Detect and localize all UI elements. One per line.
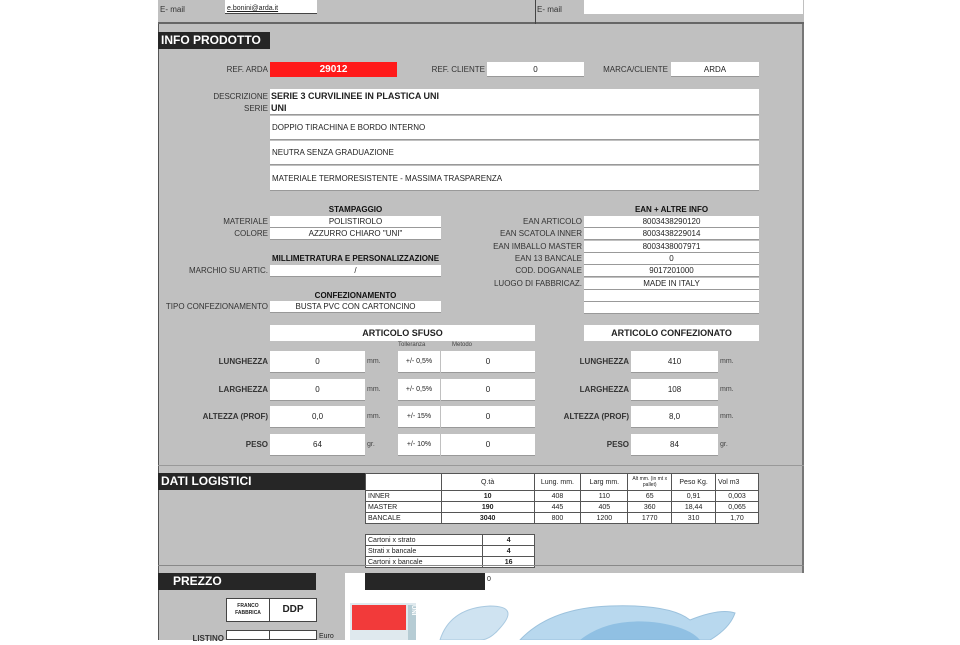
logistics-cell[interactable]: 800 <box>534 513 581 524</box>
confezionato-row-label: PESO <box>606 440 629 449</box>
logistics-cell[interactable]: INNER <box>366 491 442 502</box>
millimetratura-title: MILLIMETRATURA E PERSONALIZZAZIONE <box>271 254 440 263</box>
marca-label: MARCA/CLIENTE <box>603 65 668 74</box>
sfuso-row-value[interactable]: 0,0 <box>270 406 365 428</box>
sfuso-row-label: LUNGHEZZA <box>218 357 268 366</box>
sfuso-row-label: LARGHEZZA <box>218 385 268 394</box>
serie-label: SERIE <box>243 104 268 113</box>
logistics-cell[interactable]: 0,91 <box>672 491 716 502</box>
feature-row[interactable]: MATERIALE TERMORESISTENTE - MASSIMA TRASPARENZA <box>270 166 759 191</box>
confezionato-row-label: ALTEZZA (PROF) <box>563 412 629 421</box>
sfuso-row-label: ALTEZZA (PROF) <box>202 412 268 421</box>
ean-row-label: EAN SCATOLA INNER <box>500 229 582 239</box>
marca-field[interactable]: ARDA <box>671 62 759 77</box>
descrizione-value[interactable]: SERIE 3 CURVILINEE IN PLASTICA UNI <box>271 91 440 101</box>
colore-label: COLORE <box>234 229 268 238</box>
ddp-header: DDP <box>270 598 317 622</box>
image-caption-value: 0 <box>487 576 491 583</box>
ruler-curve <box>440 606 508 640</box>
tipo-confezionamento-label: TIPO CONFEZIONAMENTO <box>165 302 268 311</box>
pallet-label: Cartoni x strato <box>366 535 483 546</box>
sfuso-row-metodo[interactable]: 0 <box>441 351 535 373</box>
section-header-dati-logistici: DATI LOGISTICI <box>158 473 365 490</box>
sfuso-title: ARTICOLO SFUSO <box>270 325 535 341</box>
sfuso-row-unit: mm. <box>367 358 381 365</box>
logistics-cell[interactable]: 18,44 <box>672 502 716 513</box>
logistics-table <box>365 473 759 524</box>
ean-row-value[interactable]: 8003438290120 <box>584 216 759 228</box>
ean-row-value[interactable]: 9017201000 <box>584 265 759 277</box>
email-field-right[interactable] <box>584 0 803 14</box>
logistics-cell[interactable]: 445 <box>534 502 581 513</box>
sfuso-row-metodo[interactable]: 0 <box>441 379 535 401</box>
sfuso-row-value[interactable]: 64 <box>270 434 365 456</box>
sfuso-row-label: PESO <box>245 440 268 449</box>
confezionato-row-unit: gr. <box>720 441 728 448</box>
pallet-table <box>365 534 535 568</box>
colore-field[interactable]: AZZURRO CHIARO "UNI" <box>270 228 441 240</box>
logistics-cell[interactable]: MASTER <box>366 502 442 513</box>
email-field-left[interactable]: e.bonini@arda.it <box>225 0 317 14</box>
listino-franco-field[interactable] <box>226 630 270 640</box>
logistics-cell[interactable]: 405 <box>581 502 628 513</box>
logistics-cell[interactable]: 10 <box>441 491 534 502</box>
logistics-header-cell: Alt mm. (in mt x pallet) <box>628 474 672 491</box>
package-red-label <box>352 605 406 630</box>
ref-cliente-field[interactable]: 0 <box>487 62 584 77</box>
ean-row-value[interactable] <box>584 302 759 314</box>
email-label-right: E- mail <box>537 5 562 14</box>
logistics-row <box>366 513 759 524</box>
logistics-row <box>366 502 759 513</box>
logistics-cell[interactable]: 65 <box>628 491 672 502</box>
sfuso-row-value[interactable]: 0 <box>270 351 365 373</box>
stampaggio-title: STAMPAGGIO <box>328 205 383 214</box>
materiale-field[interactable]: POLISTIROLO <box>270 216 441 228</box>
ean-row-value[interactable]: 8003438007971 <box>584 241 759 253</box>
ean-row-label: LUOGO DI FABBRICAZ. <box>493 278 582 288</box>
logistics-cell[interactable]: 0,065 <box>716 502 759 513</box>
confezionato-row-value[interactable]: 8,0 <box>631 406 718 428</box>
logistics-header-cell: Larg mm. <box>581 474 628 491</box>
pallet-label: Cartoni x bancale <box>366 557 483 568</box>
product-package-image <box>350 603 416 640</box>
sfuso-row-unit: mm. <box>367 386 381 393</box>
logistics-cell[interactable]: 1,70 <box>716 513 759 524</box>
logistics-cell[interactable]: 360 <box>628 502 672 513</box>
confezionato-row-unit: mm. <box>720 358 734 365</box>
listino-ddp-field[interactable] <box>270 630 317 640</box>
logistics-header-row <box>366 474 759 491</box>
logistics-header-cell <box>366 474 442 491</box>
listino-label: LISTINO <box>192 634 224 643</box>
ean-title: EAN + ALTRE INFO <box>634 205 709 214</box>
confezionato-row-value[interactable]: 410 <box>631 351 718 373</box>
sfuso-row-unit: gr. <box>367 441 375 448</box>
image-caption-bar <box>365 573 485 590</box>
sfuso-row-tolleranza[interactable]: +/- 15% <box>398 406 440 428</box>
divider <box>158 565 804 566</box>
sfuso-row-metodo[interactable]: 0 <box>441 406 535 428</box>
sfuso-row-tolleranza[interactable]: +/- 0,5% <box>398 379 440 401</box>
ref-cliente-label: REF. CLIENTE <box>431 65 485 74</box>
confezionato-row-value[interactable]: 84 <box>631 434 718 456</box>
logistics-cell[interactable]: 3040 <box>441 513 534 524</box>
logistics-cell[interactable]: 1200 <box>581 513 628 524</box>
section-header-info-prodotto: INFO PRODOTTO <box>158 32 270 49</box>
ean-row-label: EAN IMBALLO MASTER <box>493 241 582 251</box>
logistics-row <box>366 491 759 502</box>
tolleranza-label: Tolleranza <box>398 342 426 348</box>
feature-row[interactable]: DOPPIO TIRACHINA E BORDO INTERNO <box>270 116 759 140</box>
ean-row-value[interactable] <box>584 290 759 302</box>
ean-row-value[interactable]: MADE IN ITALY <box>584 278 759 290</box>
confezionato-row-label: LUNGHEZZA <box>579 357 629 366</box>
divider <box>158 465 804 466</box>
pallet-value[interactable]: 4 <box>483 546 535 557</box>
pallet-row <box>366 546 535 557</box>
logistics-cell[interactable]: BANCALE <box>366 513 442 524</box>
confezionato-row-unit: mm. <box>720 386 734 393</box>
currency-label: Euro <box>319 633 334 640</box>
ref-arda-field[interactable]: 29012 <box>270 62 397 77</box>
ean-row-label: COD. DOGANALE <box>515 266 582 276</box>
logistics-header-cell: Lung. mm. <box>534 474 581 491</box>
sfuso-row-tolleranza[interactable]: +/- 0,5% <box>398 351 440 373</box>
materiale-label: MATERIALE <box>223 217 268 226</box>
serie-value[interactable]: UNI <box>271 103 287 113</box>
descrizione-label: DESCRIZIONE <box>213 92 268 101</box>
email-label-left: E- mail <box>160 5 185 14</box>
sfuso-row-tolleranza[interactable]: +/- 10% <box>398 434 440 456</box>
confezionamento-title: CONFEZIONAMENTO <box>314 291 397 300</box>
sfuso-row-value[interactable]: 0 <box>270 379 365 401</box>
logistics-header-cell: Peso Kg. <box>672 474 716 491</box>
ean-row-label: EAN 13 BANCALE <box>514 253 582 263</box>
sfuso-row-metodo[interactable]: 0 <box>441 434 535 456</box>
package-brand: UNI <box>408 605 416 640</box>
product-ruler-image <box>430 598 740 640</box>
logistics-cell[interactable]: 190 <box>441 502 534 513</box>
confezionato-row-label: LARGHEZZA <box>579 385 629 394</box>
logistics-cell[interactable]: 310 <box>672 513 716 524</box>
ref-arda-label: REF. ARDA <box>226 65 268 74</box>
section-header-prezzo: PREZZO <box>158 573 316 590</box>
feature-row[interactable]: NEUTRA SENZA GRADUAZIONE <box>270 141 759 165</box>
tipo-confezionamento-field[interactable]: BUSTA PVC CON CARTONCINO <box>270 301 441 313</box>
confezionato-row-value[interactable]: 108 <box>631 379 718 401</box>
franco-fabbrica-header: FRANCO FABBRICA <box>226 598 270 622</box>
pallet-value[interactable]: 4 <box>483 535 535 546</box>
pallet-value[interactable]: 16 <box>483 557 535 568</box>
metodo-label: Metodo <box>452 342 473 348</box>
pallet-label: Strati x bancale <box>366 546 483 557</box>
ean-row-value[interactable]: 0 <box>584 253 759 265</box>
logistics-cell[interactable]: 1770 <box>628 513 672 524</box>
ean-row-label: EAN ARTICOLO <box>523 217 582 226</box>
logistics-cell[interactable]: 408 <box>534 491 581 502</box>
column-divider <box>535 0 536 24</box>
sfuso-row-unit: mm. <box>367 413 381 420</box>
logistics-cell[interactable]: 0,003 <box>716 491 759 502</box>
ean-row-value[interactable]: 8003438229014 <box>584 228 759 240</box>
pallet-row <box>366 535 535 546</box>
logistics-cell[interactable]: 110 <box>581 491 628 502</box>
marchio-label: MARCHIO SU ARTIC. <box>189 266 268 275</box>
confezionato-row-unit: mm. <box>720 413 734 420</box>
logistics-header-cell: Vol m3 <box>716 474 759 491</box>
confezionato-title: ARTICOLO CONFEZIONATO <box>584 325 759 341</box>
marchio-field[interactable]: / <box>270 265 441 277</box>
logistics-header-cell: Q.tà <box>441 474 534 491</box>
